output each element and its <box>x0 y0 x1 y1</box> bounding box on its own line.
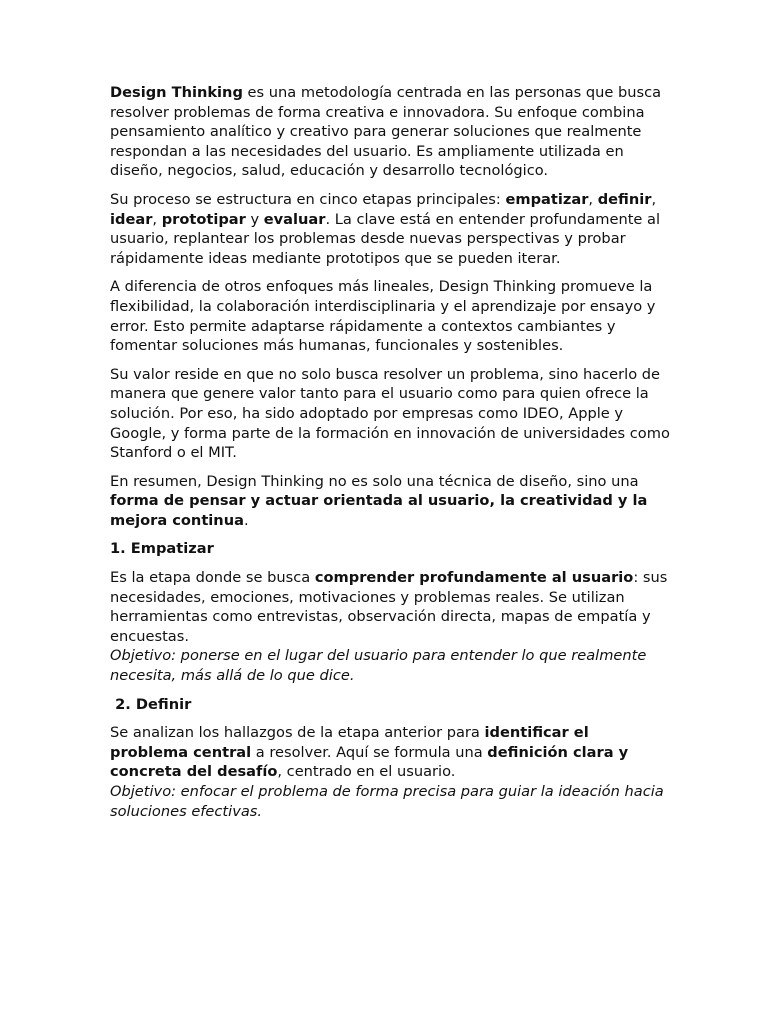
term-design-thinking: Design Thinking <box>110 84 243 101</box>
section-empatizar-emphasis: comprender profundamente al usuario <box>314 569 634 587</box>
section-empatizar-tail: : sus necesidades, emociones, motivaciones y problemas reales. Se utilizan herramientas como entrevistas, observación directa, mapas de empatía y encuestas. <box>110 569 668 645</box>
stage-prototipar: prototipar <box>161 210 246 228</box>
stage-definir: definir <box>597 190 652 208</box>
document-page <box>110 83 670 830</box>
intro-paragraph-2-lead: Su proceso se estructura en cinco etapas principales: <box>110 190 506 208</box>
separator: , <box>152 210 162 228</box>
intro-paragraph-5-lead: En resumen, Design Thinking no es solo una técnica de diseño, sino una <box>110 472 639 490</box>
section-heading-empatizar: 1. Empatizar <box>110 540 214 558</box>
intro-paragraph-2 <box>110 190 670 268</box>
intro-paragraph-1-text: es una metodología centrada en las personas que busca resolver problemas de forma creativa e innovadora. Su enfoque combina pensamiento analítico y creativo para generar soluciones que realmente respondan a las necesidades del usuario. Es ampliamente utilizada en diseño, negocios, salud, educación y desarrollo tecnológico. <box>110 84 662 180</box>
stage-evaluar: evaluar <box>263 210 326 228</box>
separator: , <box>588 190 598 208</box>
section-empatizar-objective: Objetivo: ponerse en el lugar del usuario para entender lo que realmente necesita, más allá de lo que dice. <box>110 647 647 685</box>
section-definir-objective: Objetivo: enfocar el problema de forma precisa para guiar la ideación hacia soluciones efectivas. <box>110 783 664 820</box>
section-definir-tail: , centrado en el usuario. <box>277 763 456 781</box>
intro-paragraph-1 <box>110 83 670 181</box>
section-definir-emphasis-2: definición clara y concreta del desafío <box>110 743 629 781</box>
intro-paragraph-3: A diferencia de otros enfoques más lineales, Design Thinking promueve la flexibilidad, la colaboración interdisciplinaria y el aprendizaje por ensayo y error. Esto permite adaptarse rápidamente a contextos cambiantes y fomentar soluciones más humanas, funcionales y sostenibles. <box>110 278 656 355</box>
section-definir-middle: a resolver. Aquí se formula una <box>251 743 488 761</box>
intro-paragraph-5 <box>110 472 670 531</box>
summary-emphasis: forma de pensar y actuar orientada al usuario, la creatividad y la mejora continua <box>110 492 648 529</box>
section-definir-body <box>110 723 670 821</box>
separator: y <box>245 210 264 228</box>
stage-idear: idear <box>110 210 153 228</box>
section-definir-emphasis-1: identificar el problema central <box>110 724 589 761</box>
section-empatizar-body <box>110 568 670 686</box>
intro-paragraph-5-tail: . <box>243 511 249 529</box>
separator: , <box>651 190 657 208</box>
intro-paragraph-2-tail: . La clave está en entender profundamente al usuario, replantear los problemas desde nuevas perspectivas y probar rápidamente ideas mediante prototipos que se pueden iterar. <box>110 210 661 267</box>
intro-paragraph-4: Su valor reside en que no solo busca resolver un problema, sino hacerlo de manera que genere valor tanto para el usuario como para quien ofrece la solución. Por eso, ha sido adoptado por empresas como IDEO, Apple y Google, y forma parte de la formación en innovación de universidades como Stanford o el MIT. <box>110 365 670 462</box>
section-definir-lead: Se analizan los hallazgos de la etapa anterior para <box>110 724 485 742</box>
section-heading-definir: 2. Definir <box>110 695 192 713</box>
section-empatizar-lead: Es la etapa donde se busca <box>110 569 315 587</box>
stage-empatizar: empatizar <box>505 190 589 208</box>
